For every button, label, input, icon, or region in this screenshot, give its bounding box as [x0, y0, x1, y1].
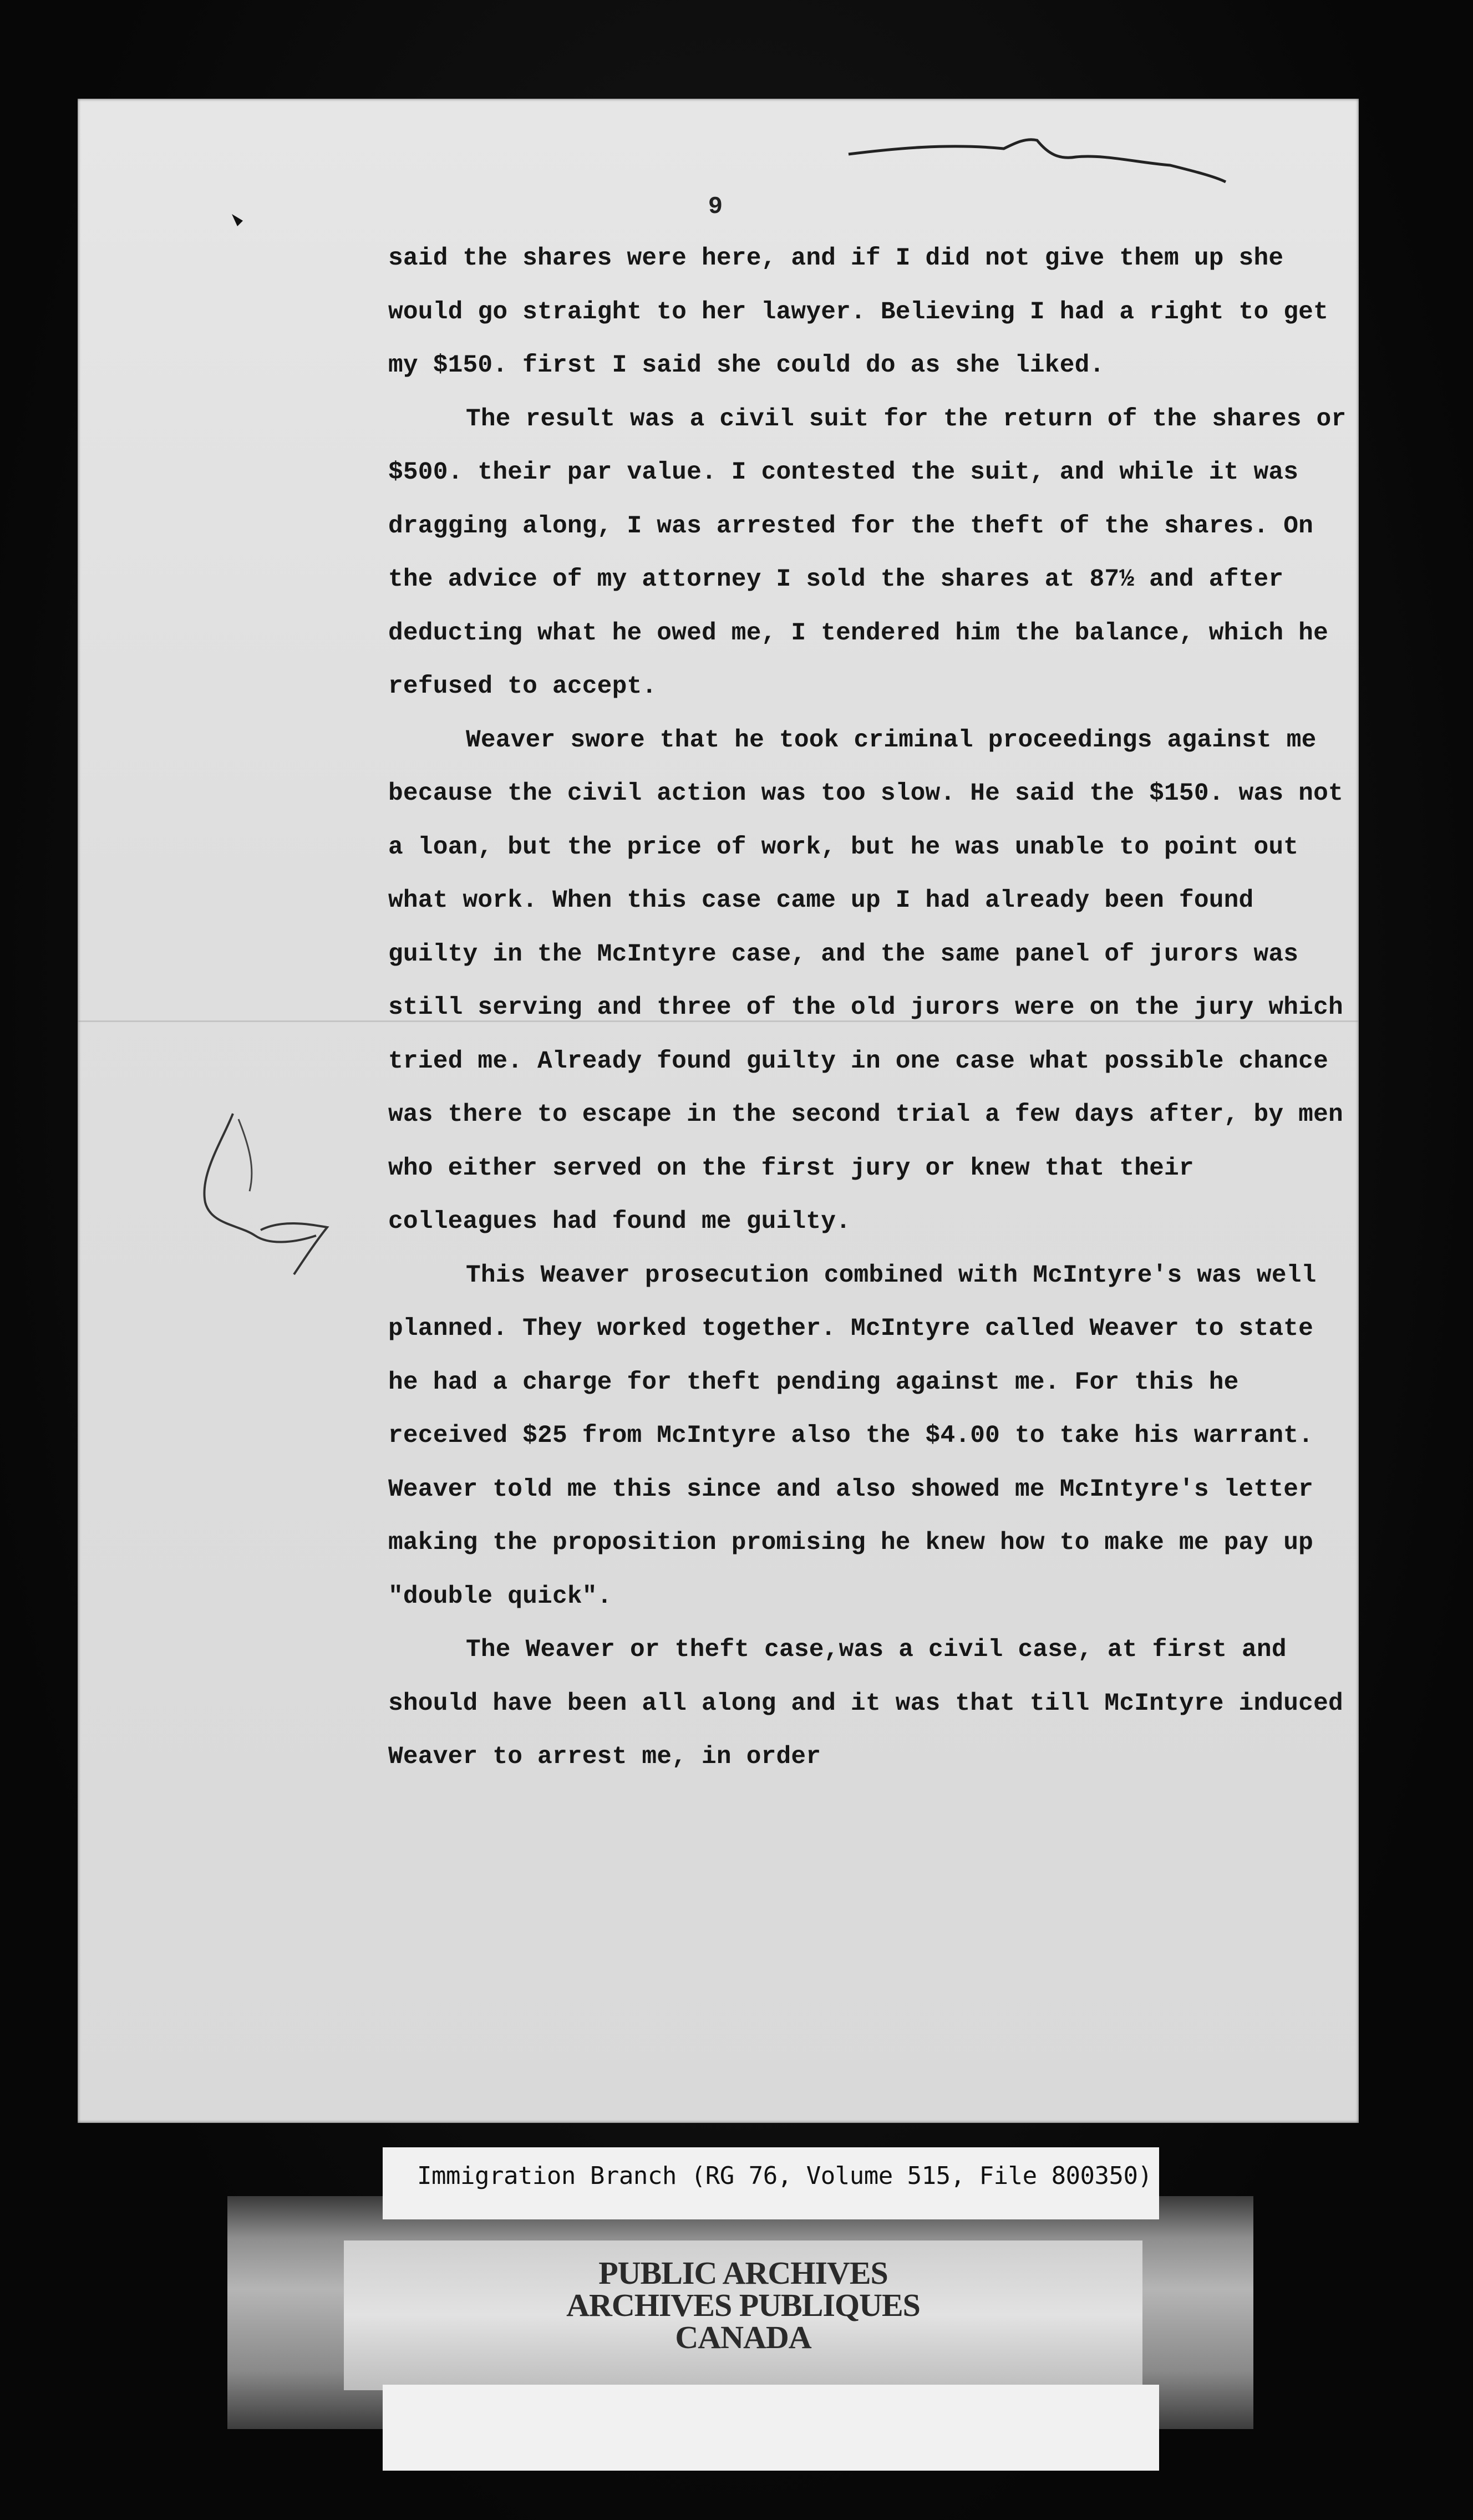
paragraph-3: Weaver swore that he took criminal proceedings against me because the civil action was too slow. He said the $150. was not a loan, but the price of work, but he was unable to point out what work. When this case came up I had already been found guilty in the McIntyre case, and the same panel of jurors was still serving and three of the old jurors were on the jury which tried me. Already found guilty in one case what possible chance was there to escape in the second trial a few days after, by men who either served on the first jury or knew that their colleagues had found me guilty.	[388, 726, 1343, 1236]
paragraph-4: This Weaver prosecution combined with McIntyre's was well planned. They worked together. McIntyre called Weaver to state he had a charge for theft pending against me. For this he received $25 from McIntyre also the $4.00 to take his warrant. Weaver told me this since and also showed me McIntyre's letter making the proposition promising he knew how to make me pay up "double quick".	[388, 1261, 1317, 1610]
ink-dot	[227, 210, 250, 232]
paragraph-5: The Weaver or theft case,was a civil case, at first and should have been all along and it was that till McIntyre induced Weaver to arrest me, in order	[388, 1636, 1343, 1771]
stamp-line-3: CANADA	[675, 2319, 811, 2355]
page-number: 9	[708, 193, 723, 221]
document-page	[78, 99, 1359, 2123]
archive-reference-label	[383, 2147, 1159, 2219]
signature-scribble	[826, 132, 1248, 210]
margin-pencil-mark	[189, 1108, 344, 1308]
paragraph-2: The result was a civil suit for the return of the shares or $500. their par value. I contested the suit, and while it was dragging along, I was arrested for the theft of the shares. On the advice of my attorney I sold the shares at 87½ and after deducting what he owed me, I tendered him the balance, which he refused to accept.	[388, 405, 1347, 700]
stamp-line-1: PUBLIC ARCHIVES	[598, 2255, 888, 2291]
label-card-lower	[383, 2385, 1159, 2471]
stamp-panel	[344, 2240, 1142, 2390]
typed-text	[388, 232, 1348, 1784]
archive-reference-text: Immigration Branch (RG 76, Volume 515, File 800350)	[417, 2162, 1152, 2190]
paragraph-1: said the shares were here, and if I did not give them up she would go straight to her lawyer. Believing I had a right to get my $150. first I said she could do as she liked.	[388, 245, 1328, 379]
stamp-line-2: ARCHIVES PUBLIQUES	[566, 2287, 920, 2323]
archives-stamp	[344, 2257, 1142, 2354]
